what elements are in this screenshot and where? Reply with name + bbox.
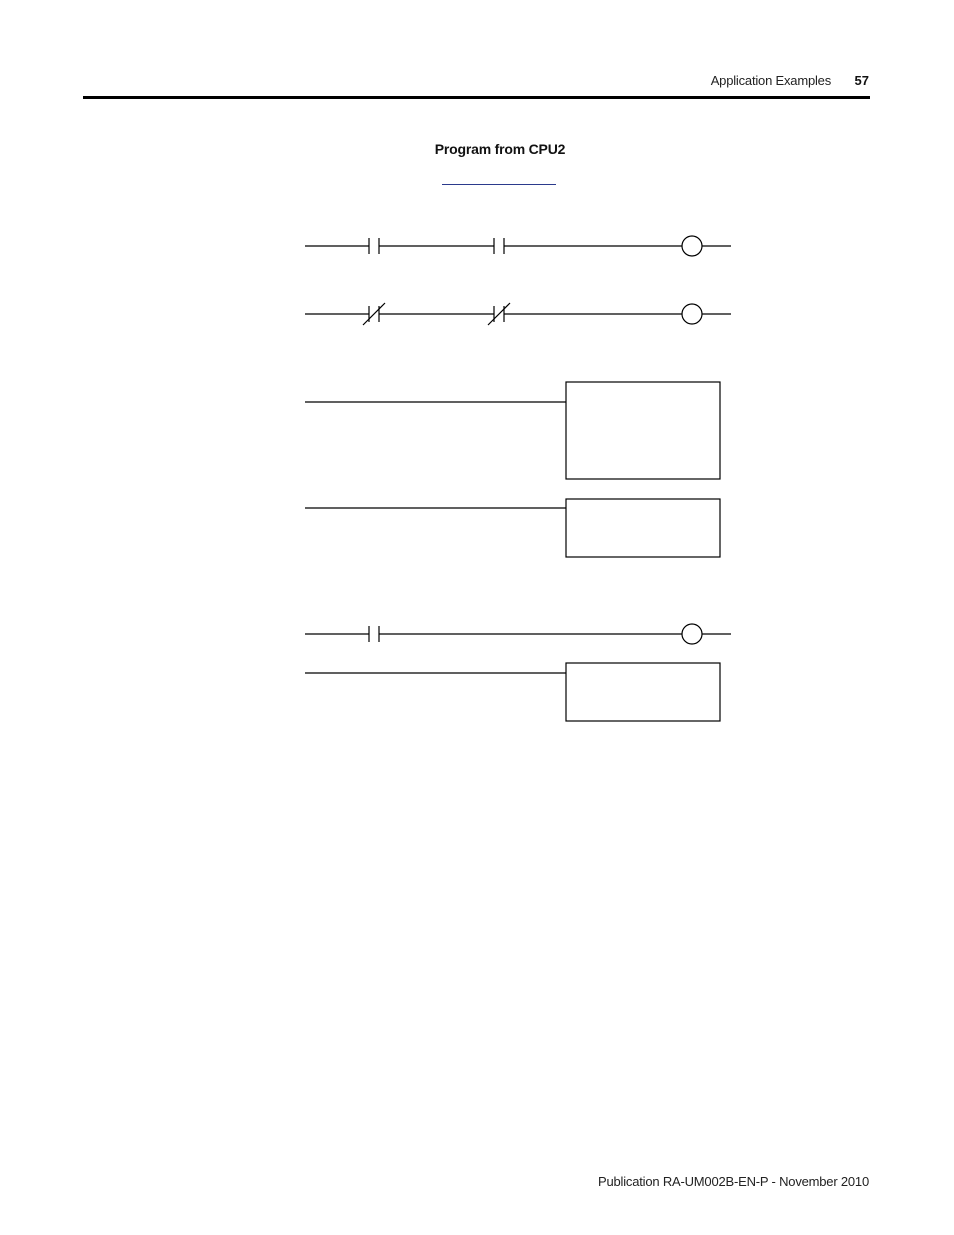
footer-publication: Publication RA-UM002B-EN-P - November 2010 xyxy=(598,1174,869,1189)
rung-3 xyxy=(305,382,720,479)
rung-3-instruction-block[interactable] xyxy=(566,382,720,479)
rung-6 xyxy=(305,663,720,721)
rung-5-contact-1-no[interactable] xyxy=(369,626,379,642)
rung-2 xyxy=(305,303,731,325)
rung-4 xyxy=(305,499,720,557)
rung-5-output-coil[interactable] xyxy=(682,624,702,644)
running-header-section: Application Examples xyxy=(710,73,831,88)
rung-1-contact-2-no[interactable] xyxy=(494,238,504,254)
rung-1-output-coil[interactable] xyxy=(682,236,702,256)
page-number: 57 xyxy=(854,73,869,88)
rung-2-output-coil[interactable] xyxy=(682,304,702,324)
rung-1 xyxy=(305,236,731,256)
rung-1-contact-1-no[interactable] xyxy=(369,238,379,254)
rung-5 xyxy=(305,624,731,644)
rung-4-instruction-block[interactable] xyxy=(566,499,720,557)
figure-title: Program from CPU2 xyxy=(434,141,566,157)
rung-6-instruction-block[interactable] xyxy=(566,663,720,721)
